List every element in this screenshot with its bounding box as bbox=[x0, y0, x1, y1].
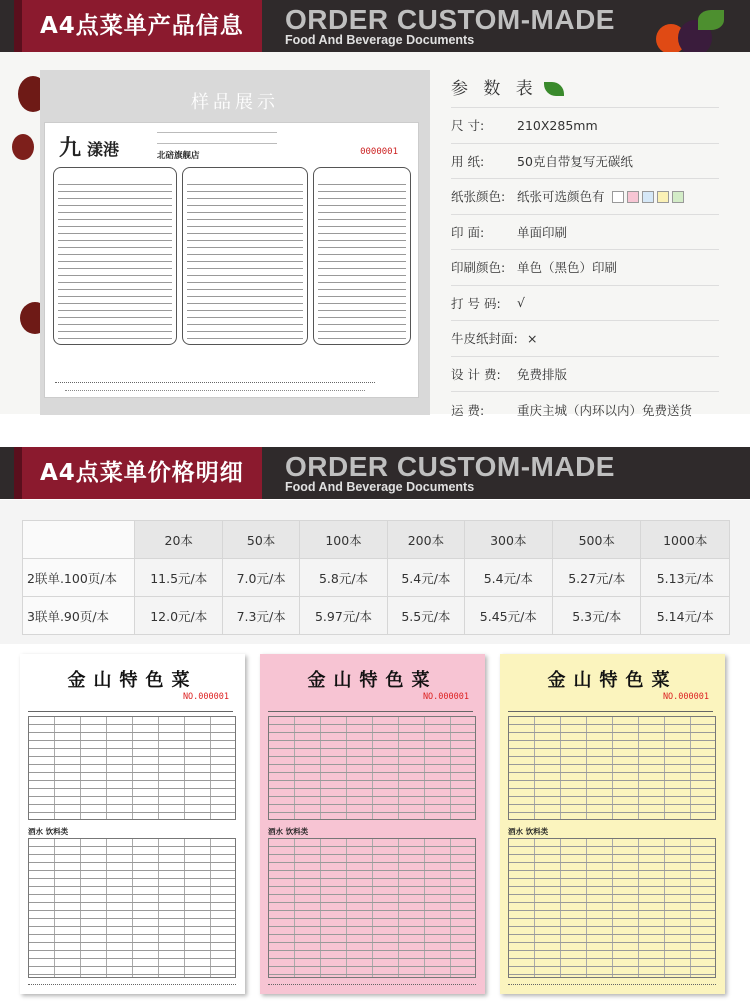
sheet-dish-grid bbox=[268, 716, 476, 820]
param-row: 用 纸: 50克自带复写 无碳纸 bbox=[451, 144, 719, 180]
sheet-drinks-grid bbox=[268, 838, 476, 978]
menu-footer-line bbox=[55, 375, 375, 383]
price-cell: 5.4元/本 bbox=[464, 559, 552, 597]
product-info-section bbox=[0, 52, 750, 418]
price-cell: 5.3元/本 bbox=[553, 597, 641, 635]
price-detail-banner bbox=[0, 447, 750, 499]
param-row: 纸张颜色: 纸张可选颜色有 bbox=[451, 179, 719, 215]
parameter-heading: 参 数 表 bbox=[451, 70, 719, 108]
sheet-number: NO.000001 bbox=[422, 692, 469, 702]
param-row: 打 号 码: √ bbox=[451, 286, 719, 322]
sheet-section-label: 酒水 饮料类 bbox=[508, 827, 549, 836]
price-col-header: 500本 bbox=[553, 521, 641, 559]
param-row: 尺 寸: 210X285mm bbox=[451, 108, 719, 144]
price-cell: 5.13元/本 bbox=[641, 559, 730, 597]
menu-column bbox=[53, 167, 177, 345]
sheet-section-label: 酒水 饮料类 bbox=[28, 827, 69, 836]
param-row: 印 面: 单面印刷 bbox=[451, 215, 719, 251]
sheet-section-label: 酒水 饮料类 bbox=[268, 827, 309, 836]
param-row: 运 费: 重庆主城（内环以内） 免费送货 bbox=[451, 402, 693, 418]
sheet-dish-grid bbox=[508, 716, 716, 820]
decor-flower bbox=[12, 134, 34, 160]
price-cell: 5.97元/本 bbox=[299, 597, 387, 635]
sheet-title: 金山特色菜 bbox=[67, 670, 198, 691]
price-section bbox=[0, 500, 750, 644]
sheet-dish-grid bbox=[28, 716, 236, 820]
product-info-title: A4点菜单产品信息 bbox=[22, 0, 262, 52]
param-row: 设 计 费: 免费排版 bbox=[451, 357, 719, 393]
order-form-sheet-white bbox=[20, 654, 245, 994]
paper-color-swatch bbox=[642, 191, 654, 203]
banner-en-subtitle: Food And Beverage Documents bbox=[285, 33, 475, 47]
price-cell: 12.0元/本 bbox=[135, 597, 223, 635]
sheet-drinks-grid bbox=[28, 838, 236, 978]
price-detail-title: A4点菜单价格明细 bbox=[22, 447, 262, 499]
price-col-header: 20本 bbox=[135, 521, 223, 559]
price-cell: 7.3元/本 bbox=[223, 597, 299, 635]
menu-column bbox=[182, 167, 308, 345]
param-row: 印刷颜色: 单色（黑色）印刷 bbox=[451, 250, 719, 286]
menu-column bbox=[313, 167, 411, 345]
price-cell: 5.14元/本 bbox=[641, 597, 730, 635]
price-cell: 11.5元/本 bbox=[135, 559, 223, 597]
sheet-number: NO.000001 bbox=[662, 692, 709, 702]
price-cell: 5.4元/本 bbox=[388, 559, 464, 597]
price-row bbox=[23, 597, 730, 635]
leaf-icon bbox=[544, 82, 564, 96]
price-cell: 5.27元/本 bbox=[553, 559, 641, 597]
price-col-header: 50本 bbox=[223, 521, 299, 559]
price-table bbox=[22, 520, 730, 635]
price-row-label: 3联单.90页/本 bbox=[23, 597, 135, 635]
paper-color-swatch bbox=[612, 191, 624, 203]
menu-logo: 九 漾港 bbox=[59, 135, 120, 161]
paper-color-swatch bbox=[657, 191, 669, 203]
price-col-header: 100本 bbox=[299, 521, 387, 559]
form-samples-section bbox=[0, 644, 750, 1001]
sheet-title: 金山特色菜 bbox=[547, 670, 678, 691]
paper-color-swatches bbox=[609, 189, 684, 204]
sheet-number: NO.000001 bbox=[182, 692, 229, 702]
price-col-header: 1000本 bbox=[641, 521, 730, 559]
order-form-sheet-yellow bbox=[500, 654, 725, 994]
price-cell: 5.8元/本 bbox=[299, 559, 387, 597]
menu-store-name: 北碚旗舰店 bbox=[157, 151, 200, 161]
menu-serial-number: 0000001 bbox=[360, 147, 398, 157]
price-row-label: 2联单.100页/本 bbox=[23, 559, 135, 597]
sample-title: 样品展示 bbox=[191, 92, 279, 113]
price-row bbox=[23, 559, 730, 597]
banner-en-title: ORDER CUSTOM-MADE bbox=[285, 4, 615, 35]
order-form-sheet-pink bbox=[260, 654, 485, 994]
sample-menu-sheet bbox=[44, 122, 419, 398]
parameter-table bbox=[451, 70, 719, 428]
paper-color-swatch bbox=[627, 191, 639, 203]
sample-panel bbox=[40, 70, 430, 415]
product-info-banner bbox=[0, 0, 750, 52]
sheet-title: 金山特色菜 bbox=[307, 670, 438, 691]
banner-en-title: ORDER CUSTOM-MADE bbox=[285, 451, 615, 482]
price-cell: 5.5元/本 bbox=[388, 597, 464, 635]
sheet-drinks-grid bbox=[508, 838, 716, 978]
menu-footer-line bbox=[65, 386, 365, 391]
menu-header-lines bbox=[157, 132, 277, 144]
price-col-header: 200本 bbox=[388, 521, 464, 559]
paper-color-swatch bbox=[672, 191, 684, 203]
price-cell: 5.45元/本 bbox=[464, 597, 552, 635]
param-row: 牛皮纸封面: × bbox=[451, 321, 719, 357]
banner-en-subtitle: Food And Beverage Documents bbox=[285, 480, 475, 494]
price-col-header: 300本 bbox=[464, 521, 552, 559]
price-header-row bbox=[23, 521, 730, 559]
price-cell: 7.0元/本 bbox=[223, 559, 299, 597]
